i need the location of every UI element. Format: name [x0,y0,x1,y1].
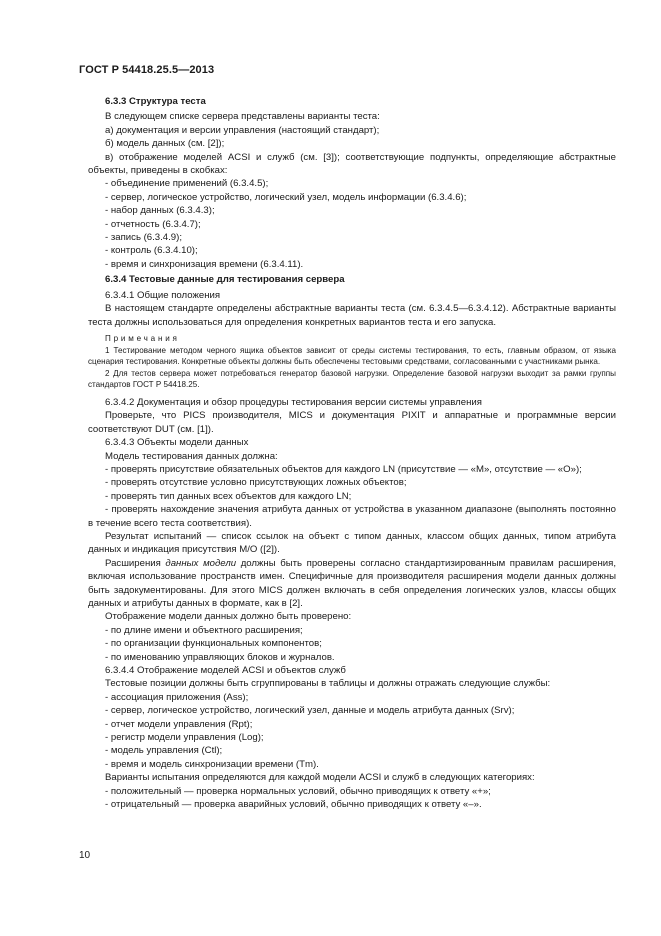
paragraph: - сервер, логическое устройство, логический узел, модель информации (6.3.4.6); [105,191,467,203]
page-number: 10 [79,850,91,861]
paragraph: - по организации функциональных компонентов; [105,638,322,650]
paragraph: Проверьте, что PICS производителя, MICS и документация PIXIT и аппаратные и программные версии соответствуют DUT (см. [1]). [88,410,616,435]
paragraph: Результат испытаний — список ссылок на объект с типом данных, классом общих данных, типом атрибута данных и индикация присутствия M/O ([2]). [88,530,616,556]
paragraph: - запись (6.3.4.9); [105,232,183,244]
paragraph: - отрицательный — проверка аварийных условий, обычно приводящих к ответу «–». [105,799,482,811]
emphasis-text: данных модели [165,557,237,569]
paragraph: - отчет модели управления (Rpt); [105,718,253,730]
paragraph: - время и синхронизация времени (6.3.4.11). [105,258,304,270]
paragraph: - объединение применений (6.3.4.5); [105,178,269,190]
notes-title: Примечания [105,333,180,343]
paragraph: 6.3.4.1 Общие положения [105,289,221,301]
paragraph: - проверять отсутствие условно присутствующих ложных объектов; [105,477,407,489]
paragraph: 6.3.4.4 Отображение моделей ACSI и объектов служб [105,665,346,676]
paragraph: - положительный — проверка нормальных условий, обычно приводящих к ответу «+»; [105,785,491,797]
section-heading: 6.3.3 Структура теста [105,96,206,107]
paragraph: - модель управления (Ctl); [105,745,223,757]
paragraph: Варианты испытания определяются для каждой модели ACSI и служб в следующих категориях: [105,772,535,784]
paragraph: - набор данных (6.3.4.3); [105,205,215,217]
paragraph [88,557,616,611]
paragraph: - проверять присутствие обязательных объектов для каждого LN (присутствие — «M», отсутствие — «O»); [105,463,582,475]
paragraph-text: Расширения [105,557,166,569]
note-item: 2 Для тестов сервера может потребоваться генератор базовой нагрузки. Определение базовой нагрузки выходит за рамки группы стандартов ГОСТ Р 54418.25. [88,368,616,390]
section-heading: 6.3.4 Тестовые данные для тестирования сервера [105,274,345,286]
paragraph: - отчетность (6.3.4.7); [105,218,201,230]
paragraph: - сервер, логическое устройство, логический узел, данные и модель атрибута данных (Srv); [105,705,515,717]
note-item: 1 Тестирование методом черного ящика объектов зависит от среды системы тестирования, то есть, главным образом, от языка сценария тестирования. Конкретные объекты должны быть обеспечены тестовыми средствами, согласованными с участниками рынка. [88,345,616,367]
paragraph: Тестовые позиции должны быть сгруппированы в таблицы и должны отражать следующие службы: [105,678,551,690]
paragraph: 6.3.4.3 Объекты модели данных [105,437,249,449]
paragraph: - контроль (6.3.4.10); [105,245,198,257]
paragraph: - проверять нахождение значения атрибута данных от устройства в указанном диапазоне (выполнять постоянно в течение всего теста соответствия). [88,504,616,529]
paragraph: - ассоциация приложения (Ass); [105,691,249,703]
paragraph: В настоящем стандарте определены абстрактные варианты теста (см. 6.3.4.5—6.3.4.12). Абстрактные варианты теста должны использоваться для определения конкретных вариантов теста и его запуска. [88,303,616,328]
paragraph: В следующем списке сервера представлены варианты теста: [105,111,380,123]
paragraph: Отображение модели данных должно быть проверено: [105,611,352,623]
paragraph: - время и модель синхронизации времени (Tm). [105,758,319,770]
paragraph: - по именованию управляющих блоков и журналов. [105,651,335,663]
paragraph: в) отображение моделей ACSI и служб (см. [3]); соответствующие подпункты, определяющие абстрактные объекты, приведены в скобках: [88,151,616,177]
document-header: ГОСТ Р 54418.25.5—2013 [79,64,215,76]
paragraph: - по длине имени и объектного расширения; [105,624,303,636]
paragraph: а) документация и версии управления (настоящий стандарт); [105,124,380,136]
paragraph: б) модель данных (см. [2]); [105,138,225,150]
paragraph: 6.3.4.2 Документация и обзор процедуры тестирования версии системы управления [105,396,482,408]
paragraph: Модель тестирования данных должна: [105,450,278,462]
paragraph: - регистр модели управления (Log); [105,732,264,744]
paragraph-text: должны быть проверены согласно стандартизированным правилам расширения, включая использование пространств имен. Специфичные для производителя расширения модели данных должны быть задокументированы. Для этого MICS должен включать в себя определения логических узлов, классы общих данных и атрибуты данных в формате, как в [2]. [88,557,616,609]
paragraph: - проверять тип данных всех объектов для каждого LN; [105,490,352,502]
document-body [88,93,616,811]
